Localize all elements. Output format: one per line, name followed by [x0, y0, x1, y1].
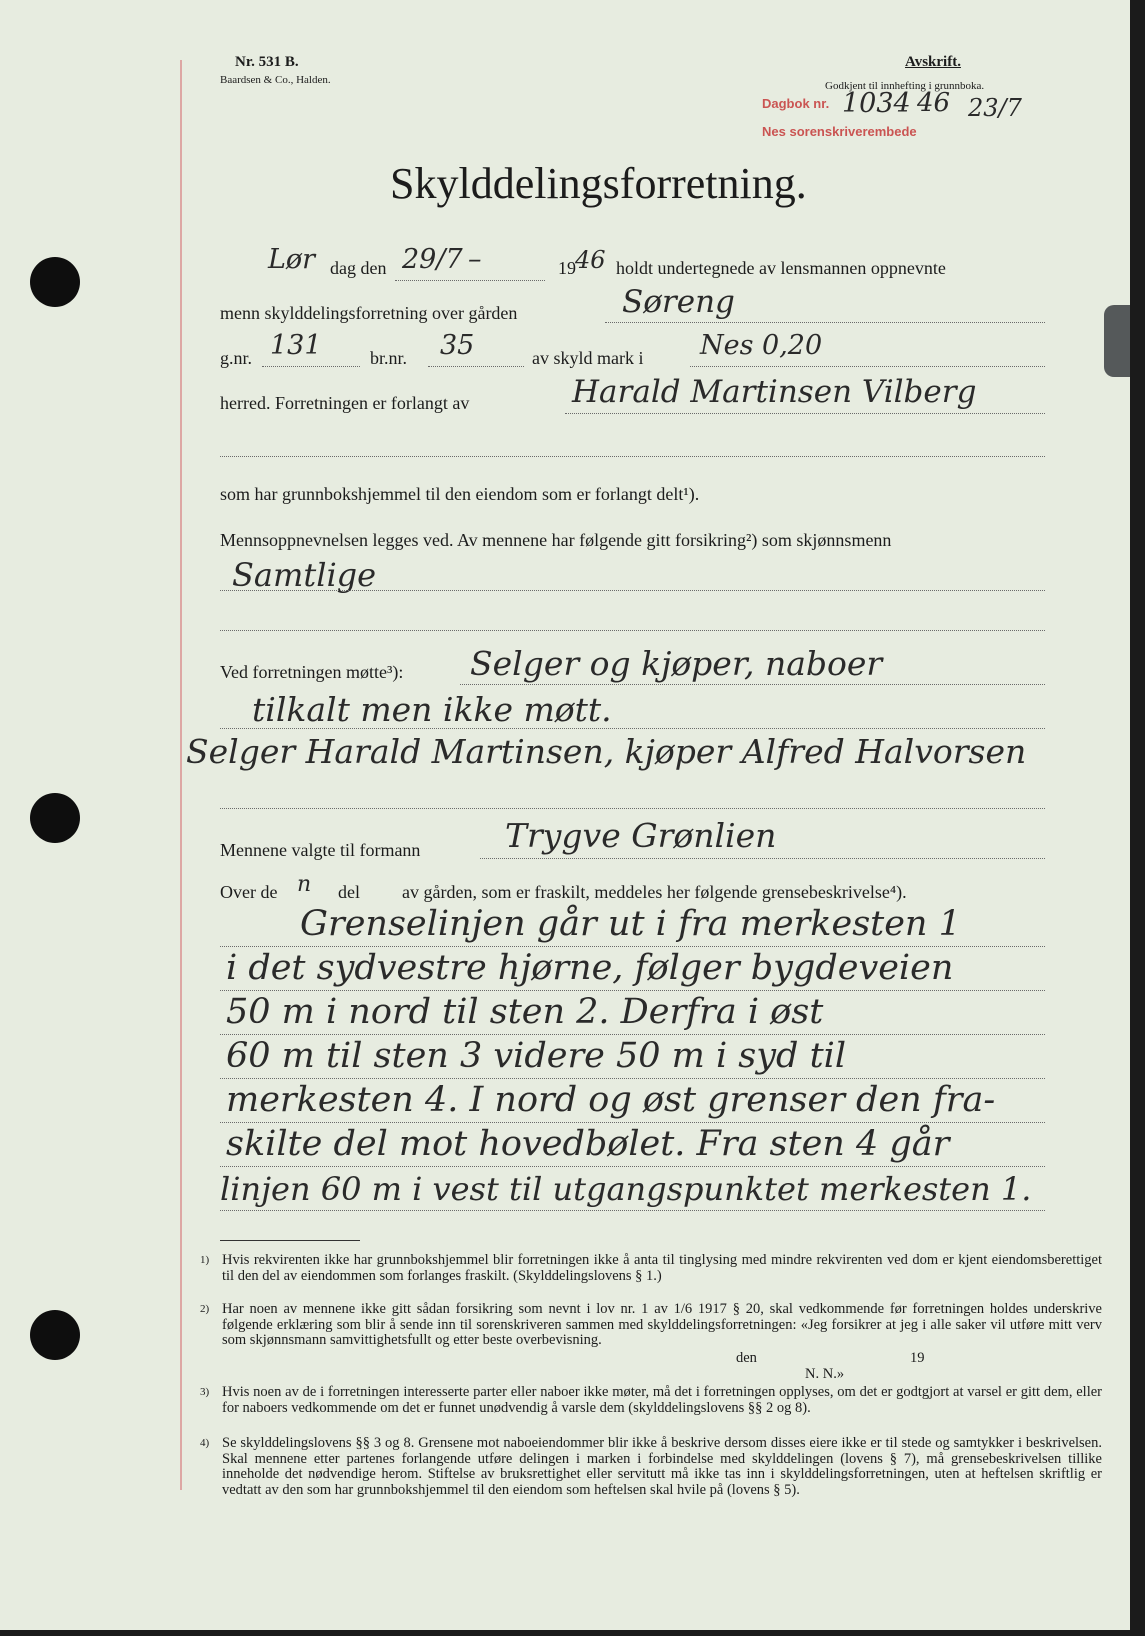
- footnote-1: 1) Hvis rekvirenten ikke har grunnbokshjemmel blir forretningen ikke å anta til tinglysing med mindre rekvirenten ved dom er kjent eiendomsberettiget til den del av eiendommen som forlanges fraskilt. (Skylddelingslovens § 1.): [200, 1252, 1102, 1284]
- forsikring-text: Mennsoppnevnelsen legges ved. Av mennene har følgende gitt forsikring²) som skjønnsmenn: [220, 530, 892, 550]
- motte-label: Ved forretningen møtte³):: [220, 662, 404, 682]
- brnr-label: br.nr.: [370, 348, 408, 368]
- approved-text: Godkjent til innhefting i grunnboka.: [825, 80, 985, 92]
- gnr-line: [262, 366, 360, 367]
- met-line-1: [460, 684, 1045, 685]
- skyld-line: [690, 366, 1045, 367]
- hw-met-line2: tilkalt men ikke møtt.: [252, 690, 612, 729]
- day-label: dag den: [330, 258, 387, 278]
- form-number: Nr. 531 B.: [235, 54, 299, 70]
- hw-stamp-number: 1034: [842, 88, 911, 119]
- hw-boundary-5: merkesten 4. I nord og øst grenser den fra-: [226, 1080, 996, 1120]
- margin-rule: [180, 60, 182, 1490]
- punch-hole-bottom: [30, 1310, 80, 1360]
- hw-gnr: 131: [270, 330, 322, 361]
- hw-stamp-date: 23/7: [968, 94, 1022, 122]
- requester-line: [565, 413, 1045, 414]
- year-prefix: 19: [558, 258, 576, 278]
- binder-tab: [1104, 305, 1130, 377]
- hw-boundary-1: Grenselinjen går ut i fra merkesten 1: [300, 904, 961, 944]
- boundary-line-3: [220, 1034, 1045, 1035]
- farm-label: menn skylddelingsforretning over gården: [220, 303, 518, 323]
- hw-boundary-4: 60 m til sten 3 videre 50 m i syd til: [226, 1036, 847, 1076]
- footnote-2-nn: N. N.»: [805, 1366, 845, 1382]
- met-line-2: [220, 728, 1045, 729]
- stamp-office: Nes sorenskriverembede: [762, 124, 917, 139]
- met-line-3: [220, 808, 1045, 809]
- gnr-label: g.nr.: [220, 348, 253, 368]
- footnote-2-den: den: [736, 1350, 757, 1366]
- hjemmel-text: som har grunnbokshjemmel til den eiendom som er forlangt delt¹).: [220, 484, 700, 504]
- punch-hole-middle: [30, 793, 80, 843]
- hw-met-line3: Selger Harald Martinsen, kjøper Alfred Halvorsen: [186, 732, 1027, 771]
- footnote-2: 2) Har noen av mennene ikke gitt sådan forsikring som nevnt i lov nr. 1 av 1/6 1917 § 20, skal vedkommende før forretningen holdes underskrive følgende erklæring som blir å sende inn til sorenskriveren sammen med skylddelingsforretningen: «Jeg forsikrer at jeg i alle saker vil utføre mitt verv som skjønnsmann samvittighetsfullt og etter beste overbevisning.: [200, 1301, 1102, 1348]
- stamp-dagbok: Dagbok nr.: [762, 96, 830, 111]
- boundary-line-4: [220, 1078, 1045, 1079]
- hw-weekday: Lør: [268, 244, 316, 275]
- footnote-4: 4) Se skylddelingslovens §§ 3 og 8. Grensene mot naboeiendommer blir ikke å beskrive dersom disses eiere ikke er til stede og samtykker i beskrivelsen. Skal mennene etter partenes forlangende utføre delingen i marken i forbindelse med skylddelingen (lovens § 7), må grensebeskrivelsen tillike inneholde det nødvendige herom. Stiftelse av bruksrettighet eller servitutt må ikke tas inn i skylddelingsforretningen, uten at heftelsen skriftlig er vedtatt av den som har grunnbokshjemmel til den eiendom som heftelsen skal hvile på (lovens § 5).: [200, 1435, 1102, 1498]
- footnote-separator: [220, 1240, 360, 1241]
- sworn-line-2: [220, 630, 1045, 631]
- date-line: [395, 280, 545, 281]
- skyld-label: av skyld mark i: [532, 348, 644, 368]
- held-text: holdt undertegnede av lensmannen oppnevnte: [616, 258, 946, 278]
- boundary-line-5: [220, 1122, 1045, 1123]
- footnote-3: 3) Hvis noen av de i forretningen interesserte parter eller naboer ikke møter, må det i forretningen opplyses, om det er godtgjort at varsel er gitt dem, eller for naboers vedkommende om det er funnet unødvendig å varsle dem (skylddelingslovens §§ 2 og 8).: [200, 1384, 1102, 1416]
- punch-hole-top: [30, 257, 80, 307]
- hw-sworn: Samtlige: [232, 556, 377, 594]
- publisher: Baardsen & Co., Halden.: [220, 74, 331, 86]
- herred-label: herred. Forretningen er forlangt av: [220, 393, 470, 413]
- hw-met-line1: Selger og kjøper, naboer: [470, 644, 883, 683]
- requester-line-2: [220, 456, 1045, 457]
- hw-boundary-2: i det sydvestre hjørne, følger bygdeveien: [226, 948, 954, 988]
- hw-skyld: Nes 0,20: [700, 330, 823, 361]
- boundary-line-7: [220, 1210, 1045, 1211]
- boundary-line-2: [220, 990, 1045, 991]
- hw-brnr: 35: [440, 330, 475, 361]
- hw-date: 29/7: [402, 244, 463, 275]
- formann-label: Mennene valgte til formann: [220, 840, 421, 860]
- page-title: Skylddelingsforretning.: [390, 159, 807, 208]
- hw-boundary-7: linjen 60 m i vest til utgangspunktet merkesten 1.: [220, 1170, 1032, 1208]
- footnote-2-year: 19: [910, 1350, 925, 1366]
- hw-requester: Harald Martinsen Vilberg: [572, 374, 977, 410]
- grense-text: av gården, som er fraskilt, meddeles her følgende grensebeskrivelse⁴).: [402, 882, 907, 902]
- boundary-line-1: [220, 946, 1045, 947]
- hw-boundary-6: skilte del mot hovedbølet. Fra sten 4 går: [226, 1124, 950, 1164]
- boundary-line-6: [220, 1166, 1045, 1167]
- hw-over-de-insert: n: [297, 872, 312, 897]
- document-page: Nr. 531 B. Baardsen & Co., Halden. Avskrift. Godkjent til innhefting i grunnboka. Dagbok nr. Nes sorenskriverembede 1034 46 23/7 Skylddelingsforretning. Lør dag den 29/7 – 19 46 holdt undertegnede av lensmannen oppnevnte menn skylddelingsforretning over gården Søreng g.nr. 131 br.nr. 35 av skyld mark i Nes 0,20 herred. Forretningen er forlangt av Harald Martinsen Vilberg som har grunnbokshjemmel til den eiendom som er forlangt delt¹). Mennsoppnevnelsen legges ved. Av mennene har følgende gitt forsikring²) som skjønnsmenn Samtlige Ved forretningen møtte³): Selger og kjøper, naboer tilkalt men ikke møtt. Selger Harald Martinsen, kjøper Alfred Halvorsen Mennene valgte til formann Trygve Grønlien Over de n del av gården, som er fraskilt, meddeles her følgende grensebeskrivelse⁴). Grenselinjen går ut i fra merkesten 1 i det sydvestre hjørne, følger bygdeveien 50 m i nord til sten 2. Derfra i øst 60 m til sten 3 videre 50 m i syd til merkesten 4. I nord og øst grenser den fra- skilte del mot hovedbølet. Fra sten 4 går linjen 60 m i vest til utgangspunktet merkesten 1. 1) Hvis rekvirenten ikke har grunnbokshjemmel blir forretningen ikke å anta til tinglysing med mindre rekvirenten ved dom er kjent eiendomsberettiget til den del av eiendommen som forlanges fraskilt. (Skylddelingslovens § 1.) 2) Har noen av mennene ikke gitt sådan forsikring som nevnt i lov nr. 1 av 1/6 1917 § 20, skal vedkommende før forretningen holdes underskrive følgende erklæring som blir å sende inn til sorenskriveren sammen med skylddelingsforretningen: «Jeg forsikrer at jeg i alle saker vil utføre mitt verv som skjønnsmann samvittighetsfullt og etter beste overbevisning. den 19 N. N.» 3) Hvis noen av de i forretningen interesserte parter eller naboer ikke møter, må det i forretningen opplyses, om det er godtgjort at varsel er gitt dem, eller for naboers vedkommende om det er funnet unødvendig å varsle dem (skylddelingslovens §§ 2 og 8). 4) Se skylddelingslovens §§ 3 og 8. Grensene mot naboeiendommer blir ikke å beskrive dersom disses eiere ikke er til stede og samtykker i beskrivelsen. Skal mennene etter partenes forlangende utføre delingen i marken i forbindelse med skylddelingen (lovens § 7), må grensebeskrivelsen tillike inneholde det nødvendige herom. Stiftelse av bruksrettighet eller servitutt må ikke tas inn i skylddelingsforretningen, uten at heftelsen skriftlig er vedtatt av den som har grunnbokshjemmel til den eiendom som heftelsen skal hvile på (lovens § 5).: [0, 0, 1130, 1630]
- over-de: Over de: [220, 882, 278, 902]
- brnr-line: [428, 366, 524, 367]
- hw-chairman: Trygve Grønlien: [505, 816, 777, 855]
- hw-boundary-3: 50 m i nord til sten 2. Derfra i øst: [226, 992, 824, 1032]
- del-word: del: [338, 882, 360, 902]
- copy-label: Avskrift.: [905, 54, 961, 70]
- hw-farm: Søreng: [622, 284, 735, 320]
- sworn-line: [220, 590, 1045, 591]
- hw-year: 46: [575, 246, 606, 274]
- farm-line: [605, 322, 1045, 323]
- hw-stamp-year: 46: [917, 88, 951, 118]
- chairman-line: [480, 858, 1045, 859]
